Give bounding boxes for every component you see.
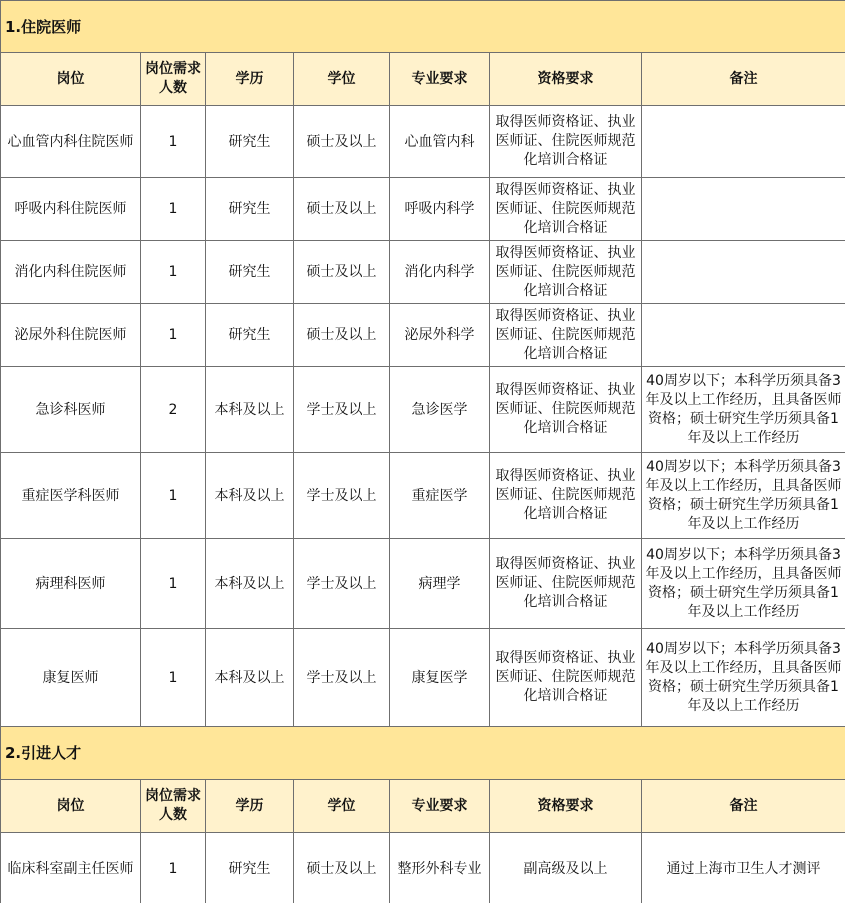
cell-remarks: 40周岁以下；本科学历须具备3年及以上工作经历，且具备医师资格；硕士研究生学历须具备1年及以上工作经历	[642, 629, 845, 727]
table-row	[1, 304, 845, 367]
cell-remarks	[642, 304, 845, 367]
header-degree: 学位	[294, 53, 390, 106]
cell-count: 1	[141, 304, 206, 367]
cell-remarks	[642, 178, 845, 241]
cell-degree: 硕士及以上	[294, 178, 390, 241]
cell-qualification: 取得医师资格证、执业医师证、住院医师规范化培训合格证	[490, 178, 642, 241]
cell-position: 心血管内科住院医师	[1, 106, 141, 178]
cell-education: 本科及以上	[206, 629, 294, 727]
cell-major: 泌尿外科学	[390, 304, 490, 367]
cell-position: 重症医学科医师	[1, 453, 141, 539]
cell-count: 1	[141, 178, 206, 241]
header-education: 学历	[206, 780, 294, 833]
table-row	[1, 178, 845, 241]
header-count: 岗位需求人数	[141, 780, 206, 833]
cell-education: 本科及以上	[206, 539, 294, 629]
cell-qualification: 取得医师资格证、执业医师证、住院医师规范化培训合格证	[490, 367, 642, 453]
header-position: 岗位	[1, 780, 141, 833]
cell-education: 研究生	[206, 106, 294, 178]
header-remarks: 备注	[642, 53, 845, 106]
cell-remarks: 40周岁以下；本科学历须具备3年及以上工作经历，且具备医师资格；硕士研究生学历须具备1年及以上工作经历	[642, 539, 845, 629]
cell-count: 2	[141, 367, 206, 453]
section-title-row	[1, 1, 845, 53]
cell-degree: 硕士及以上	[294, 241, 390, 304]
header-position: 岗位	[1, 53, 141, 106]
cell-major: 消化内科学	[390, 241, 490, 304]
cell-position: 消化内科住院医师	[1, 241, 141, 304]
section-title: 2.引进人才	[1, 727, 845, 780]
cell-qualification: 副高级及以上	[490, 833, 642, 903]
cell-degree: 学士及以上	[294, 539, 390, 629]
cell-degree: 学士及以上	[294, 367, 390, 453]
cell-count: 1	[141, 106, 206, 178]
cell-position: 康复医师	[1, 629, 141, 727]
cell-count: 1	[141, 453, 206, 539]
table-row	[1, 833, 845, 903]
table-row	[1, 453, 845, 539]
section-title-row	[1, 727, 845, 780]
cell-major: 重症医学	[390, 453, 490, 539]
header-row	[1, 780, 845, 833]
table-row	[1, 539, 845, 629]
cell-remarks	[642, 241, 845, 304]
cell-major: 整形外科专业	[390, 833, 490, 903]
cell-education: 研究生	[206, 833, 294, 903]
cell-qualification: 取得医师资格证、执业医师证、住院医师规范化培训合格证	[490, 241, 642, 304]
header-major: 专业要求	[390, 780, 490, 833]
cell-education: 研究生	[206, 178, 294, 241]
cell-major: 呼吸内科学	[390, 178, 490, 241]
table-row	[1, 367, 845, 453]
cell-position: 呼吸内科住院医师	[1, 178, 141, 241]
cell-position: 泌尿外科住院医师	[1, 304, 141, 367]
cell-degree: 学士及以上	[294, 629, 390, 727]
cell-degree: 硕士及以上	[294, 304, 390, 367]
table-row	[1, 629, 845, 727]
cell-position: 急诊科医师	[1, 367, 141, 453]
header-remarks: 备注	[642, 780, 845, 833]
cell-position: 临床科室副主任医师	[1, 833, 141, 903]
header-row	[1, 53, 845, 106]
table-row	[1, 106, 845, 178]
cell-degree: 硕士及以上	[294, 833, 390, 903]
cell-qualification: 取得医师资格证、执业医师证、住院医师规范化培训合格证	[490, 629, 642, 727]
cell-remarks: 40周岁以下；本科学历须具备3年及以上工作经历，且具备医师资格；硕士研究生学历须具备1年及以上工作经历	[642, 453, 845, 539]
cell-major: 心血管内科	[390, 106, 490, 178]
cell-qualification: 取得医师资格证、执业医师证、住院医师规范化培训合格证	[490, 453, 642, 539]
table-body	[1, 1, 845, 903]
cell-major: 病理学	[390, 539, 490, 629]
header-major: 专业要求	[390, 53, 490, 106]
cell-qualification: 取得医师资格证、执业医师证、住院医师规范化培训合格证	[490, 539, 642, 629]
section-title: 1.住院医师	[1, 1, 845, 53]
table-row	[1, 241, 845, 304]
header-qualification: 资格要求	[490, 780, 642, 833]
header-degree: 学位	[294, 780, 390, 833]
cell-education: 本科及以上	[206, 367, 294, 453]
cell-education: 本科及以上	[206, 453, 294, 539]
cell-degree: 学士及以上	[294, 453, 390, 539]
cell-remarks: 通过上海市卫生人才测评	[642, 833, 845, 903]
cell-qualification: 取得医师资格证、执业医师证、住院医师规范化培训合格证	[490, 106, 642, 178]
cell-remarks	[642, 106, 845, 178]
cell-remarks: 40周岁以下；本科学历须具备3年及以上工作经历，且具备医师资格；硕士研究生学历须具备1年及以上工作经历	[642, 367, 845, 453]
cell-major: 康复医学	[390, 629, 490, 727]
cell-major: 急诊医学	[390, 367, 490, 453]
header-education: 学历	[206, 53, 294, 106]
cell-position: 病理科医师	[1, 539, 141, 629]
cell-count: 1	[141, 833, 206, 903]
cell-degree: 硕士及以上	[294, 106, 390, 178]
cell-qualification: 取得医师资格证、执业医师证、住院医师规范化培训合格证	[490, 304, 642, 367]
cell-education: 研究生	[206, 304, 294, 367]
header-count: 岗位需求人数	[141, 53, 206, 106]
cell-count: 1	[141, 629, 206, 727]
header-qualification: 资格要求	[490, 53, 642, 106]
cell-count: 1	[141, 241, 206, 304]
cell-count: 1	[141, 539, 206, 629]
cell-education: 研究生	[206, 241, 294, 304]
